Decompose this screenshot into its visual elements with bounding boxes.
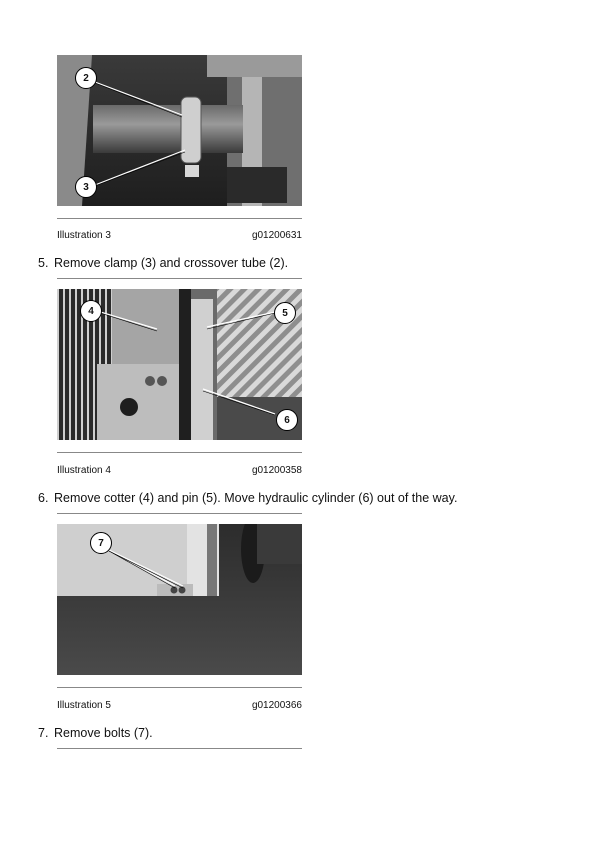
step-number: 6. [38,491,49,505]
callout-7 [90,532,112,554]
step-rule [57,513,302,514]
callout-2 [75,67,97,89]
step-5 [38,256,288,270]
step-number: 7. [38,726,49,740]
illustration-4-code: g01200358 [251,465,302,476]
caption-rule [57,452,302,453]
step-text: Remove cotter (4) and pin (5). Move hydraulic cylinder (6) out of the way. [54,491,458,505]
caption-rule [57,218,302,219]
callout-6 [276,409,298,431]
callout-2-label: 2 [83,72,89,84]
callout-4-label: 4 [88,305,94,317]
caption-rule [57,687,302,688]
step-rule [57,748,302,749]
callout-3 [75,176,97,198]
illustration-4-caption: Illustration 4 [57,465,111,476]
callout-7-label: 7 [98,537,104,549]
illustration-5-code: g01200366 [251,700,302,711]
callout-5-label: 5 [282,307,288,319]
step-rule [57,278,302,279]
illustration-3-caption: Illustration 3 [57,230,111,241]
illustration-5-caption: Illustration 5 [57,700,111,711]
step-6 [38,491,457,505]
callout-3-label: 3 [83,181,89,193]
step-text: Remove clamp (3) and crossover tube (2). [54,256,289,270]
step-text: Remove bolts (7). [54,726,153,740]
callout-5 [274,302,296,324]
step-7 [38,726,153,740]
callout-4 [80,300,102,322]
step-number: 5. [38,256,49,270]
callout-6-label: 6 [284,414,290,426]
illustration-3-code: g01200631 [251,230,302,241]
